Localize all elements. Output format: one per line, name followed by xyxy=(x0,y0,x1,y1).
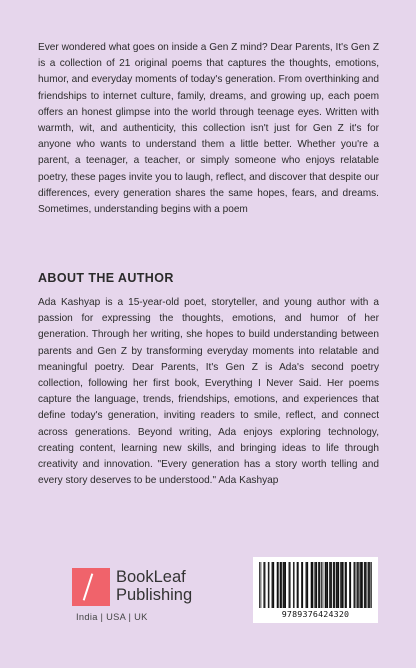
barcode-bar xyxy=(369,562,370,608)
barcode-bar xyxy=(264,562,265,608)
barcode-bar xyxy=(354,562,355,608)
barcode-bar xyxy=(357,562,358,608)
barcode-bar xyxy=(294,562,295,608)
barcode-bar xyxy=(365,562,366,608)
barcode-bar xyxy=(259,562,260,608)
barcode-bar xyxy=(326,562,328,608)
about-author-heading: ABOUT THE AUTHOR xyxy=(38,271,174,285)
barcode-bar xyxy=(283,562,284,608)
barcode-bar xyxy=(311,562,312,608)
barcode-bar xyxy=(306,562,307,608)
barcode-bar xyxy=(315,562,316,608)
barcode-bars xyxy=(259,562,372,608)
barcode-bar xyxy=(337,562,339,608)
publisher-name-line2: Publishing xyxy=(116,586,193,604)
barcode-bar xyxy=(340,562,341,608)
barcode-bar xyxy=(272,562,273,608)
barcode-bar xyxy=(350,562,351,608)
barcode-bar xyxy=(336,562,337,608)
barcode-bar xyxy=(334,562,335,608)
barcode-bar xyxy=(333,562,334,608)
barcode-bar xyxy=(342,562,344,608)
barcode-bar xyxy=(354,562,355,608)
barcode-bar xyxy=(289,562,290,608)
publisher-name-line1: BookLeaf xyxy=(116,568,186,586)
publisher-logo xyxy=(72,568,193,628)
barcode-bar xyxy=(370,562,371,608)
barcode-bar xyxy=(260,562,261,608)
isbn-barcode xyxy=(253,557,378,623)
barcode-bar xyxy=(297,562,298,608)
barcode-bar xyxy=(349,562,350,608)
barcode-bar xyxy=(268,562,269,608)
barcode-bar xyxy=(337,562,338,608)
barcode-bar xyxy=(272,562,274,608)
barcode-bar xyxy=(360,562,361,608)
publisher-slash-icon xyxy=(72,568,110,606)
barcode-bar xyxy=(361,562,363,608)
barcode-bar xyxy=(283,562,284,608)
barcode-bar xyxy=(293,562,294,608)
isbn-number: 9789376424320 xyxy=(281,609,350,619)
barcode-bar xyxy=(314,562,315,608)
barcode-bar xyxy=(277,562,278,608)
barcode-bar xyxy=(320,562,321,608)
barcode-bar xyxy=(368,562,369,608)
author-bio: Ada Kashyap is a 15-year-old poet, storyteller, and young author with a passion for expressing the thoughts, emotions, and humor of her generation. Through her writing, she hopes to build understanding between parents and Gen Z by transforming everyday moments into relatable and meaningful poetry. Dear Parents, It's Gen Z is Ada's second poetry collection, following her first book, Everything I Never Said. Her poems capture the language, trends, friendships, emotions, and experiences that define today's generation, inviting readers to smile, reflect, and connect across generations. Beyond writing, Ada enjoys exploring technology, creating content, learning new skills, and bringing ideas to life through creativity and innovation. "Every generation has a story worth telling and every story deserves to be understood." Ada Kashyap xyxy=(38,297,379,487)
barcode-bar xyxy=(329,562,330,608)
barcode-bar xyxy=(280,562,281,608)
barcode-bar xyxy=(316,562,317,608)
barcode-bar xyxy=(323,562,324,608)
publisher-regions: India | USA | UK xyxy=(76,612,148,622)
barcode-bar xyxy=(365,562,366,608)
barcode-bar xyxy=(325,562,326,608)
barcode-bar xyxy=(263,562,264,608)
barcode-bar xyxy=(359,562,360,608)
barcode-bar xyxy=(364,562,365,608)
barcode-bar xyxy=(368,562,369,608)
barcode-bar xyxy=(280,562,281,608)
barcode-bar xyxy=(301,562,302,608)
barcode-bar xyxy=(318,562,319,608)
barcode-bar xyxy=(284,562,286,608)
barcode-bar xyxy=(331,562,332,608)
back-cover-blurb: Ever wondered what goes on inside a Gen Z mind? Dear Parents, It's Gen Z is a collection of 21 original poems that captures the thoughts, emotions, humor, and everyday moments of today's generation. From overthinking and friendships to internet culture, family, dreams, and growing up, each poem offers an honest glimpse into the world through teenage eyes. Written with warmth, wit, and authenticity, this collection isn't just for Gen Z it's for anyone who wants to understand them a little better. Whether you're a parent, a teenager, a teacher, or simply someone who enjoys relatable poetry, these pages invite you to laugh, reflect, and discover that despite our differences, every generation shares the same hopes, fears, and dreams. Sometimes, understanding begins with a poem xyxy=(38,42,379,216)
barcode-bar xyxy=(325,562,326,608)
barcode-bar xyxy=(306,562,308,608)
barcode-bar xyxy=(297,562,298,608)
barcode-bar xyxy=(345,562,346,608)
barcode-bar xyxy=(358,562,359,608)
barcode-bar xyxy=(277,562,278,608)
barcode-bar xyxy=(356,562,357,608)
barcode-bar xyxy=(319,562,320,608)
barcode-bar xyxy=(371,562,372,608)
barcode-bar xyxy=(345,562,346,608)
barcode-bar xyxy=(302,562,303,608)
barcode-bar xyxy=(341,562,342,608)
barcode-bar xyxy=(289,562,290,608)
barcode-bar xyxy=(346,562,347,608)
barcode-bar xyxy=(321,562,322,608)
barcode-bar xyxy=(311,562,313,608)
barcode-bar xyxy=(334,562,335,608)
barcode-bar xyxy=(269,562,270,608)
barcode-bar xyxy=(330,562,331,608)
barcode-bar xyxy=(281,562,282,608)
